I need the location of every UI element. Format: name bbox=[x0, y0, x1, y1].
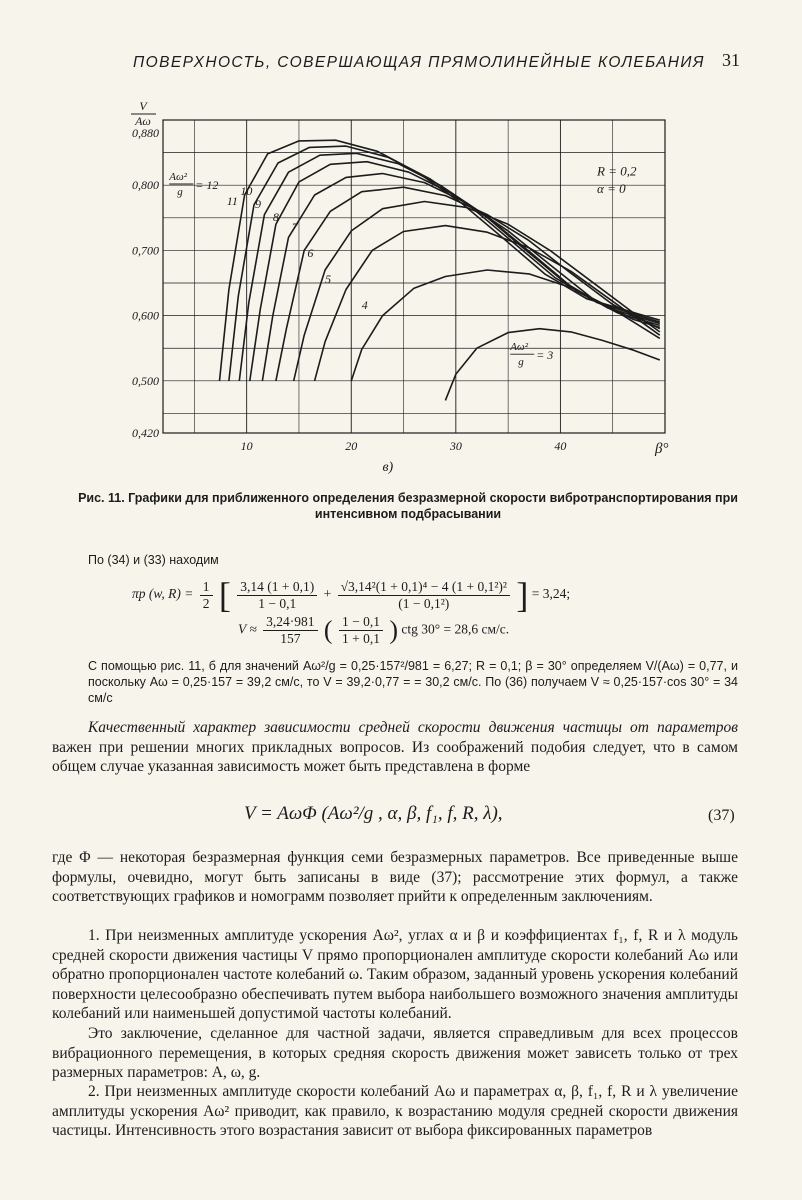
left-bracket: [ bbox=[218, 575, 231, 615]
curve-label-3-value: = 3 bbox=[536, 348, 554, 363]
v-rest: ctg 30° = 28,6 см/с. bbox=[401, 621, 510, 637]
np-result: = 3,24; bbox=[531, 586, 571, 602]
v-paren-open: ( bbox=[323, 615, 333, 645]
paragraph-intro-italic: Качественный характер зависимости средней скорости движения частицы от параметров bbox=[88, 719, 738, 736]
curve-label-10: 10 bbox=[240, 183, 253, 198]
x-tick-label: 30 bbox=[449, 439, 462, 453]
v-frac2-den: 1 + 0,1 bbox=[341, 631, 380, 646]
y-tick-label: 0,420 bbox=[132, 426, 159, 440]
y-tick-label: 0,800 bbox=[132, 178, 159, 193]
curve-label-5: 5 bbox=[325, 272, 332, 287]
paragraph-intro-rest: важен при решении многих прикладных вопросов. Из соображений подобия следует, что в самом общем случае указанная зависимость может быть представлена в форме bbox=[52, 738, 738, 776]
v-paren-close: ) bbox=[389, 615, 399, 645]
curve-label-12-num: Aω² bbox=[169, 170, 188, 183]
chart-labels bbox=[131, 99, 668, 475]
page-number: 31 bbox=[722, 50, 740, 70]
curve-6 bbox=[291, 202, 660, 381]
figure-caption: Рис. 11. Графики для приближенного определения безразмерной скорости вибротранспортирования при интенсивном подбрасывании bbox=[78, 491, 738, 521]
plot-frame bbox=[163, 120, 665, 433]
running-title: ПОВЕРХНОСТЬ, СОВЕРШАЮЩАЯ ПРЯМОЛИНЕЙНЫЕ КОЛЕБАНИЯ bbox=[133, 54, 705, 71]
v-lhs: V ≈ bbox=[238, 621, 261, 637]
paragraph-intro bbox=[52, 718, 738, 777]
chart-curves bbox=[220, 140, 660, 400]
curve-label-3-num: Aω² bbox=[510, 341, 529, 354]
v-frac2 bbox=[339, 614, 383, 647]
np-frac1 bbox=[237, 579, 317, 612]
param-r: R = 0,2 bbox=[597, 163, 637, 179]
x-tick-label: 40 bbox=[554, 439, 567, 453]
np-half-den: 2 bbox=[202, 595, 210, 611]
paragraph-item-2: 2. При неизменных амплитуде скорости колебаний Aω и параметрах α, β, f₁, f, R и λ увеличение амплитуды ускорения Aω² приводит, как правило, к возрастанию модуля средней скорости движения частицы. Интенсивность этого возрастания зависит от выбора фиксированных параметров bbox=[52, 1083, 738, 1140]
np-frac2-num: √3,14²(1 + 0,1)⁴ − 4 (1 + 0,1²)² bbox=[338, 579, 510, 596]
right-bracket: ] bbox=[516, 575, 529, 615]
x-tick-label: 10 bbox=[240, 439, 253, 453]
y-tick-label: 0,600 bbox=[132, 308, 159, 323]
y-tick-label: 0,880 bbox=[132, 126, 159, 141]
formula-v bbox=[238, 614, 509, 647]
curve-label-12-den: g bbox=[177, 185, 183, 198]
curve-label-4: 4 bbox=[361, 298, 368, 313]
example-intro: По (34) и (33) находим bbox=[88, 553, 219, 567]
v-frac1-num: 3,24·981 bbox=[263, 614, 317, 631]
y-axis-label-den: Aω bbox=[135, 114, 151, 128]
y-axis-label-num: V bbox=[139, 99, 147, 113]
x-axis-label: β° bbox=[655, 441, 669, 457]
np-frac2-den: (1 − 0,1²) bbox=[398, 595, 450, 611]
np-frac1-num: 3,14 (1 + 0,1) bbox=[237, 579, 317, 596]
np-lhs: πp (w, R) = bbox=[132, 586, 197, 602]
equation-37-number: (37) bbox=[708, 807, 735, 824]
curve-label-8: 8 bbox=[272, 210, 279, 225]
curve-label-7: 7 bbox=[291, 219, 298, 234]
example-note: С помощью рис. 11, б для значений Aω²/g = 0,25·157²/981 = 6,27; R = 0,1; β = 30° определяем V/(Aω) = 0,77, и поскольку Aω = 0,25·157 = 39,2 см/с, то V = 39,2·0,77 = = 30,2 см/с. По (36) получаем V ≈ 0,25·157·cos 30° = 34 см/с bbox=[88, 659, 738, 705]
paragraph-phi: где Φ — некоторая безразмерная функция семи безразмерных параметров. Все приведенные выше формулы, очевидно, могут быть записаны в виде (37); рассмотрение этих формул, а также соответствующих графиков и номограмм позволяет прийти к определенным заключениям. bbox=[52, 849, 738, 906]
equation-37-body: V = AωΦ (Aω²/g , α, β, f₁, f, R, λ), bbox=[244, 803, 503, 824]
v-frac2-num: 1 − 0,1 bbox=[339, 614, 383, 631]
page-header bbox=[0, 50, 802, 80]
np-plus: + bbox=[323, 586, 332, 602]
v-frac1 bbox=[263, 614, 317, 647]
curve-label-11: 11 bbox=[226, 193, 238, 208]
y-tick-label: 0,500 bbox=[132, 373, 159, 388]
v-frac1-den: 157 bbox=[280, 631, 301, 646]
curve-4 bbox=[351, 270, 660, 381]
paragraph-item-1: 1. При неизменных амплитуде ускорения Aω², углах α и β и коэффициентах f₁, f, R и λ модуль средней скорости движения частицы V прямо пропорционален амплитуде скорости колебаний Aω или обратно пропорционален частоте колебаний ω. Таким образом, заданный уровень ускорения колебаний поверхности целесообразно обеспечивать путем выбора наибольшего возможного значения амплитуды колебаний или наименьшей допустимой частоты колебаний. bbox=[52, 927, 738, 1023]
chart-grid bbox=[163, 120, 665, 433]
curve-3 bbox=[445, 329, 659, 401]
x-tick-label: 20 bbox=[345, 439, 358, 453]
curve-label-6: 6 bbox=[307, 245, 314, 260]
paragraph-conclusion: Это заключение, сделанное для частной задачи, является справедливым для всех процессов вибрационного перемещения, в которых средняя скорость движения может зависеть только от трех размерных параметров: A, ω, g. bbox=[52, 1025, 738, 1082]
param-alpha: α = 0 bbox=[597, 181, 626, 197]
y-tick-label: 0,700 bbox=[132, 243, 159, 258]
panel-label: в) bbox=[382, 460, 394, 475]
curve-label-9: 9 bbox=[255, 197, 262, 212]
np-half-num: 1 bbox=[200, 579, 213, 596]
np-half bbox=[200, 579, 213, 612]
curve-label-12-value: = 12 bbox=[195, 177, 219, 192]
velocity-chart bbox=[0, 90, 802, 490]
formula-np bbox=[132, 574, 570, 616]
equation-37 bbox=[0, 795, 802, 845]
np-frac1-den: 1 − 0,1 bbox=[258, 595, 297, 611]
curve-11 bbox=[226, 146, 660, 381]
np-frac2 bbox=[338, 579, 510, 612]
curve-7 bbox=[276, 187, 660, 381]
curve-label-3-den: g bbox=[518, 356, 524, 369]
